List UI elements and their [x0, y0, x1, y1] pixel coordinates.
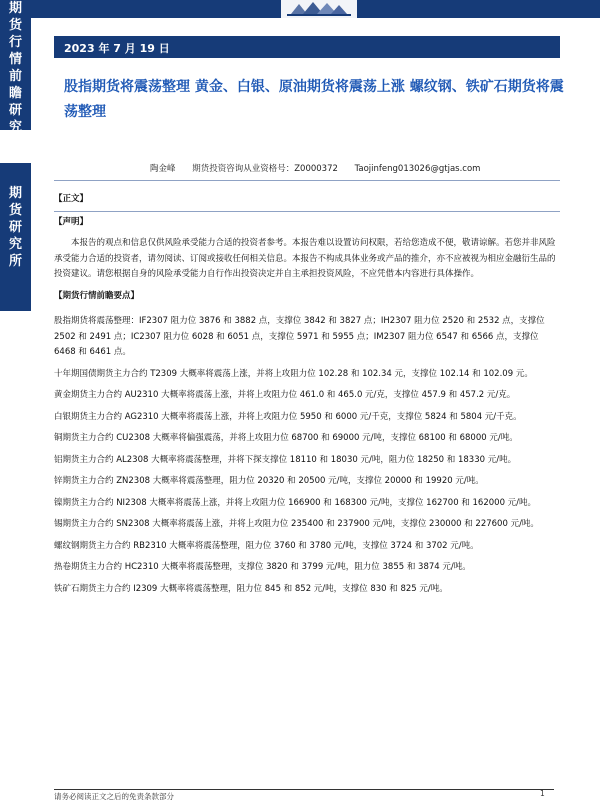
- outlook-paragraph: 锡期货主力合约 SN2308 大概率将震荡上涨，并将上攻阻力位 235400 和 237900 元/吨，支撑位 230000 和 227600 元/吨。: [54, 519, 539, 529]
- outlook-paragraph: 螺纹钢期货主力合约 RB2310 大概率将震荡整理，阻力位 3760 和 3780 元/吨，支撑位 3724 和 3702 元/吨。: [54, 540, 479, 551]
- author-qualification: 期货投资咨询从业资格号：Z0000372: [192, 164, 338, 174]
- outlook-paragraph: 铜期货主力合约 CU2308 大概率将偏强震荡，并将上攻阻力位 68700 和 69000 元/吨，支撑位 68100 和 68000 元/吨。: [54, 433, 518, 443]
- outlook-paragraph: 十年期国债期货主力合约 T2309 大概率将震荡上涨，并将上攻阻力位 102.28 和 102.34 元，支撑位 102.14 和 102.09 元。: [54, 368, 533, 379]
- footer-note: 请务必阅读正文之后的免责条款部分: [54, 792, 174, 801]
- author-name: 陶金峰: [150, 164, 176, 174]
- footer-divider: [54, 789, 554, 790]
- author-line: [150, 162, 494, 174]
- outlook-paragraph: 镍期货主力合约 NI2308 大概率将震荡上涨，并将上攻阻力位 166900 和 168300 元/吨，支撑位 162700 和 162000 元/吨。: [54, 497, 537, 508]
- report-title: 股指期货将震荡整理 黄金、白银、原油期货将震荡上涨 螺纹钢、铁矿石期货将震荡整理: [64, 79, 564, 120]
- page-number: 1: [540, 789, 545, 798]
- outlook-paragraph: 热卷期货主力合约 HC2310 大概率将震荡整理，支撑位 3820 和 3799 元/吨，阻力位 3855 和 3874 元/吨。: [54, 562, 471, 572]
- divider-body: [54, 211, 560, 212]
- section-outlook-label: 【期货行情前瞻要点】: [54, 290, 140, 301]
- left-sidebar: [0, 0, 31, 800]
- outlook-paragraph: 股指期货将震荡整理：IF2307 阻力位 3876 和 3882 点，支撑位 3842 和 3827 点；IH2307 阻力位 2520 和 2532 点，支撑位 2502 和 2491 点；IC2307 阻力位 6028 和 6051 点，支撑位 5971 和 5955 点；IM2307 阻力位 6547 和 6566 点，支撑位 6468 和 6461 点。: [54, 316, 545, 357]
- company-logo-icon: [281, 0, 357, 18]
- outlook-paragraph: 黄金期货主力合约 AU2310 大概率将震荡上涨，并将上攻阻力位 461.0 和 465.0 元/克，支撑位 457.9 和 457.2 元/克。: [54, 390, 516, 400]
- sidebar-department: 期 货 研 究 所: [8, 186, 22, 269]
- outlook-paragraph: 锌期货主力合约 ZN2308 大概率将震荡整理，阻力位 20320 和 20500 元/吨，支撑位 20000 和 19920 元/吨。: [54, 476, 484, 486]
- outlook-paragraph: 铁矿石期货主力合约 I2309 大概率将震荡整理，阻力位 845 和 852 元/吨，支撑位 830 和 825 元/吨。: [54, 583, 448, 594]
- report-date: 2023 年 7 月 19 日: [64, 42, 170, 55]
- section-disclaimer-label: 【声明】: [54, 216, 89, 227]
- date-bar: [54, 36, 560, 58]
- report-body: [54, 192, 562, 597]
- outlook-paragraph: 铝期货主力合约 AL2308 大概率将震荡整理，并将下探支撑位 18110 和 18030 元/吨，阻力位 18250 和 18330 元/吨。: [54, 454, 517, 465]
- sidebar-report-type: 期 货 行 情 前 瞻 研 究: [8, 1, 22, 135]
- divider-top: [54, 180, 560, 181]
- author-email[interactable]: Taojinfeng013026@gtjas.com: [354, 164, 481, 174]
- outlook-paragraph: 白银期货主力合约 AG2310 大概率将震荡上涨，并将上攻阻力位 5950 和 6000 元/千克，支撑位 5824 和 5804 元/千克。: [54, 411, 522, 422]
- header-band: [31, 0, 600, 18]
- section-body-label: 【正文】: [54, 194, 89, 204]
- disclaimer-text: 本报告的观点和信息仅供风险承受能力合适的投资者参考。本报告难以设置访问权限，若给您造成不便，敬请谅解。若您并非风险承受能力合适的投资者，请勿阅读、订阅或接收任何相关信息。本报告不构成具体业务或产品的推介，亦不应被视为相应金融衍生品的投资建议。请您根据自身的风险承受能力自行作出投资决定并自主承担投资风险，不应凭借本内容进行具体操作。: [54, 238, 556, 279]
